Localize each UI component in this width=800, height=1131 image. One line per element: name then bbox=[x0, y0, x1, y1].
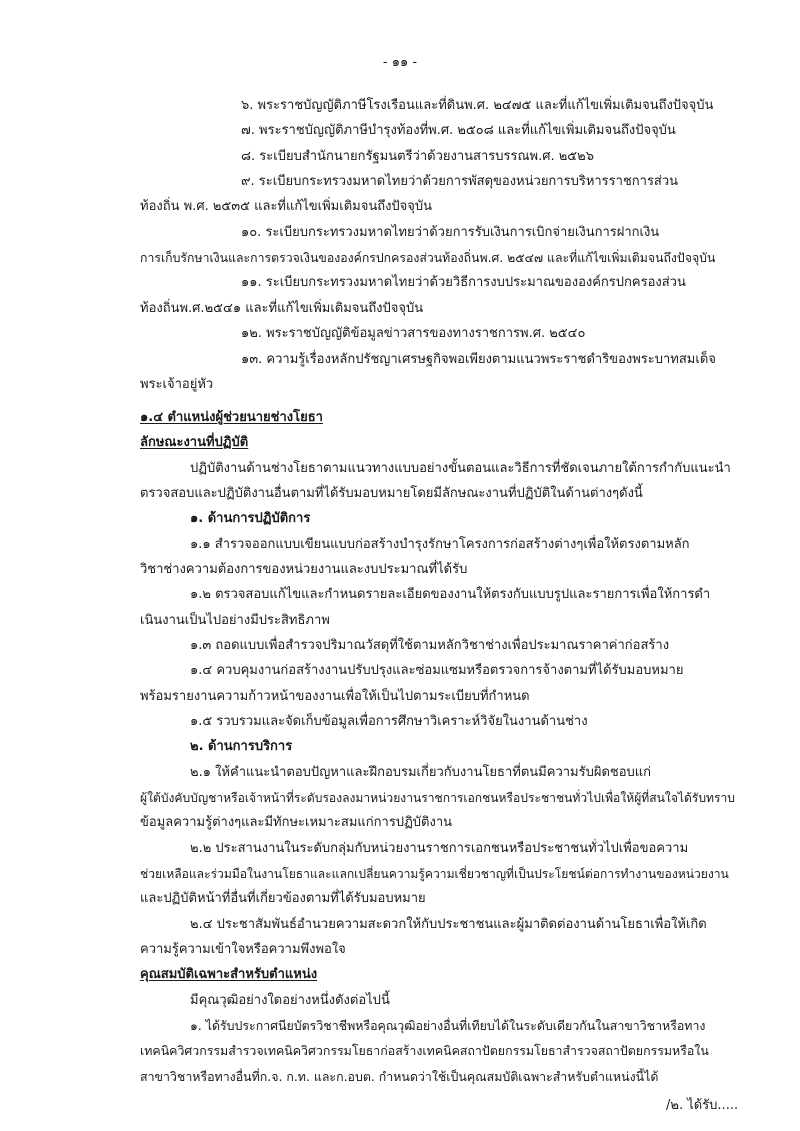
qualifications-heading: คุณสมบัติเฉพาะสำหรับตำแหน่ง bbox=[140, 967, 318, 982]
law-item: ๑๐. ระเบียบกระทรวงมหาดไทยว่าด้วยการรับเงินการเบิกจ่ายเงินการฝากเงิน bbox=[241, 225, 660, 240]
law-item: ๑๒. พระราชบัญญัติข้อมูลข่าวสารของทางราชการพ.ศ. ๒๕๔๐ bbox=[241, 326, 586, 341]
services-item: ๒.๑ ให้คำแนะนำตอบปัญหาและฝึกอบรมเกี่ยวกับงานโยธาที่ตนมีความรับผิดชอบแก่ bbox=[190, 765, 652, 780]
law-item: ๘. ระเบียบสำนักนายกรัฐมนตรีว่าด้วยงานสารบรรณพ.ศ. ๒๕๒๖ bbox=[241, 149, 594, 164]
law-item: ๑๓. ความรู้เรื่องหลักปรัชญาเศรษฐกิจพอเพียงตามแนวพระราชดำริของพระบาทสมเด็จ bbox=[241, 352, 716, 367]
services-item-continuation: ข้อมูลความรู้ต่างๆและมีทักษะเหมาะสมแก่การปฏิบัติงาน bbox=[140, 815, 453, 830]
qualifications-item-continuation: เทคนิควิศวกรรมสำรวจเทคนิควิศวกรรมโยธาก่อสร้างเทคนิคสถาปัตยกรรมโยธาสำรวจสถาปัตยกรรมหรือใน bbox=[140, 1043, 709, 1058]
qualifications-item: ๑. ได้รับประกาศนียบัตรวิชาชีพหรือคุณวุฒิอย่างอื่นที่เทียบได้ในระดับเดียวกันในสาขาวิชาหรือทาง bbox=[190, 1018, 706, 1033]
operations-item: ๑.๕ รวบรวมและจัดเก็บข้อมูลเพื่อการศึกษาวิเคราะห์วิจัยในงานด้านช่าง bbox=[190, 714, 588, 729]
services-item: ๒.๒ ประสานงานในระดับกลุ่มกับหน่วยงานราชการเอกชนหรือประชาชนทั่วไปเพื่อขอความ bbox=[190, 841, 689, 856]
services-item-continuation: ผู้ใต้บังคับบัญชาหรือเจ้าหน้าที่ระดับรองลงมาหน่วยงานราชการเอกชนหรือประชาชนทั่วไปเพื่อให้ผู้ที่สนใจได้รับทราบ bbox=[140, 791, 735, 805]
page-continuation: /๒. ได้รับ..... bbox=[666, 1098, 739, 1113]
law-item-continuation: การเก็บรักษาเงินและการตรวจเงินขององค์กรปกครองส่วนท้องถิ่นพ.ศ. ๒๕๔๗ และที่แก้ไขเพิ่มเติมจนถึงปัจจุบัน bbox=[140, 251, 716, 265]
law-item: ๙. ระเบียบกระทรวงมหาดไทยว่าด้วยการพัสดุของหน่วยการบริหารราชการส่วน bbox=[241, 174, 679, 189]
operations-item: ๑.๑ สำรวจออกแบบเขียนแบบก่อสร้างบำรุงรักษาโครงการก่อสร้างต่างๆเพื่อให้ตรงตามหลัก bbox=[190, 537, 690, 552]
services-item-continuation: ความรู้ความเข้าใจหรือความพึงพอใจ bbox=[140, 942, 346, 957]
services-heading: ๒. ด้านการบริการ bbox=[190, 739, 293, 754]
operations-item-continuation: วิชาช่างความต้องการของหน่วยงานและงบประมาณที่ได้รับ bbox=[140, 562, 468, 577]
law-item-continuation: ท้องถิ่นพ.ศ.๒๕๔๑ และที่แก้ไขเพิ่มเติมจนถึงปัจจุบัน bbox=[140, 301, 424, 316]
nature-heading: ลักษณะงานที่ปฏิบัติ bbox=[140, 435, 249, 450]
position-title: ๑.๔ ตำแหน่งผู้ช่วยนายช่างโยธา bbox=[140, 410, 323, 425]
services-item-continuation: และปฏิบัติหน้าที่อื่นที่เกี่ยวข้องตามที่ได้รับมอบหมาย bbox=[140, 891, 426, 906]
operations-item: ๑.๔ ควบคุมงานก่อสร้างงานปรับปรุงและซ่อมแซมหรือตรวจการจ้างตามที่ได้รับมอบหมาย bbox=[190, 663, 684, 678]
operations-item: ๑.๒ ตรวจสอบแก้ไขและกำหนดรายละเอียดของงานให้ตรงกับแบบรูปและรายการเพื่อให้การดำ bbox=[190, 587, 711, 602]
law-item: ๗. พระราชบัญญัติภาษีบำรุงท้องที่พ.ศ. ๒๕๐๘ และที่แก้ไขเพิ่มเติมจนถึงปัจจุบัน bbox=[241, 123, 676, 138]
intro-paragraph: ปฏิบัติงานด้านช่างโยธาตามแนวทางแบบอย่างขั้นตอนและวิธีการที่ชัดเจนภายใต้การกำกับแนะนำ bbox=[190, 461, 731, 476]
qualifications-item-continuation: สาขาวิชาหรือทางอื่นที่ก.จ. ก.ท. และก.อบต. กำหนดว่าใช้เป็นคุณสมบัติเฉพาะสำหรับตำแหน่งนี้ได้ bbox=[140, 1069, 659, 1084]
law-item: ๑๑. ระเบียบกระทรวงมหาดไทยว่าด้วยวิธีการงบประมาณขององค์กรปกครองส่วน bbox=[241, 275, 686, 290]
intro-paragraph-continuation: ตรวจสอบและปฏิบัติงานอื่นตามที่ได้รับมอบหมายโดยมีลักษณะงานที่ปฏิบัติในด้านต่างๆดังนี้ bbox=[140, 486, 643, 501]
operations-item: ๑.๓ ถอดแบบเพื่อสำรวจปริมาณวัสดุที่ใช้ตามหลักวิชาช่างเพื่อประมาณราคาค่าก่อสร้าง bbox=[190, 638, 670, 653]
operations-item-continuation: พร้อมรายงานความก้าวหน้าของงานเพื่อให้เป็นไปตามระเบียบที่กำหนด bbox=[140, 689, 530, 704]
services-item-continuation: ช่วยเหลือและร่วมมือในงานโยธาและแลกเปลี่ยนความรู้ความเชี่ยวชาญที่เป็นประโยชน์ต่อการทำงานของหน่วยงาน bbox=[140, 867, 729, 881]
services-item: ๒.๔ ประชาสัมพันธ์อำนวยความสะดวกให้กับประชาชนและผู้มาติดต่องานด้านโยธาเพื่อให้เกิด bbox=[190, 917, 707, 932]
law-item: ๖. พระราชบัญญัติภาษีโรงเรือนและที่ดินพ.ศ. ๒๔๗๕ และที่แก้ไขเพิ่มเติมจนถึงปัจจุบัน bbox=[241, 98, 714, 113]
page-number: - ๑๑ - bbox=[382, 55, 418, 70]
qualifications-intro: มีคุณวุฒิอย่างใดอย่างหนึ่งดังต่อไปนี้ bbox=[190, 993, 390, 1008]
operations-item-continuation: เนินงานเป็นไปอย่างมีประสิทธิภาพ bbox=[140, 613, 330, 628]
law-item-continuation: ท้องถิ่น พ.ศ. ๒๕๓๕ และที่แก้ไขเพิ่มเติมจนถึงปัจจุบัน bbox=[140, 199, 433, 214]
law-item-continuation: พระเจ้าอยู่หัว bbox=[140, 377, 214, 392]
operations-heading: ๑. ด้านการปฏิบัติการ bbox=[190, 511, 311, 526]
